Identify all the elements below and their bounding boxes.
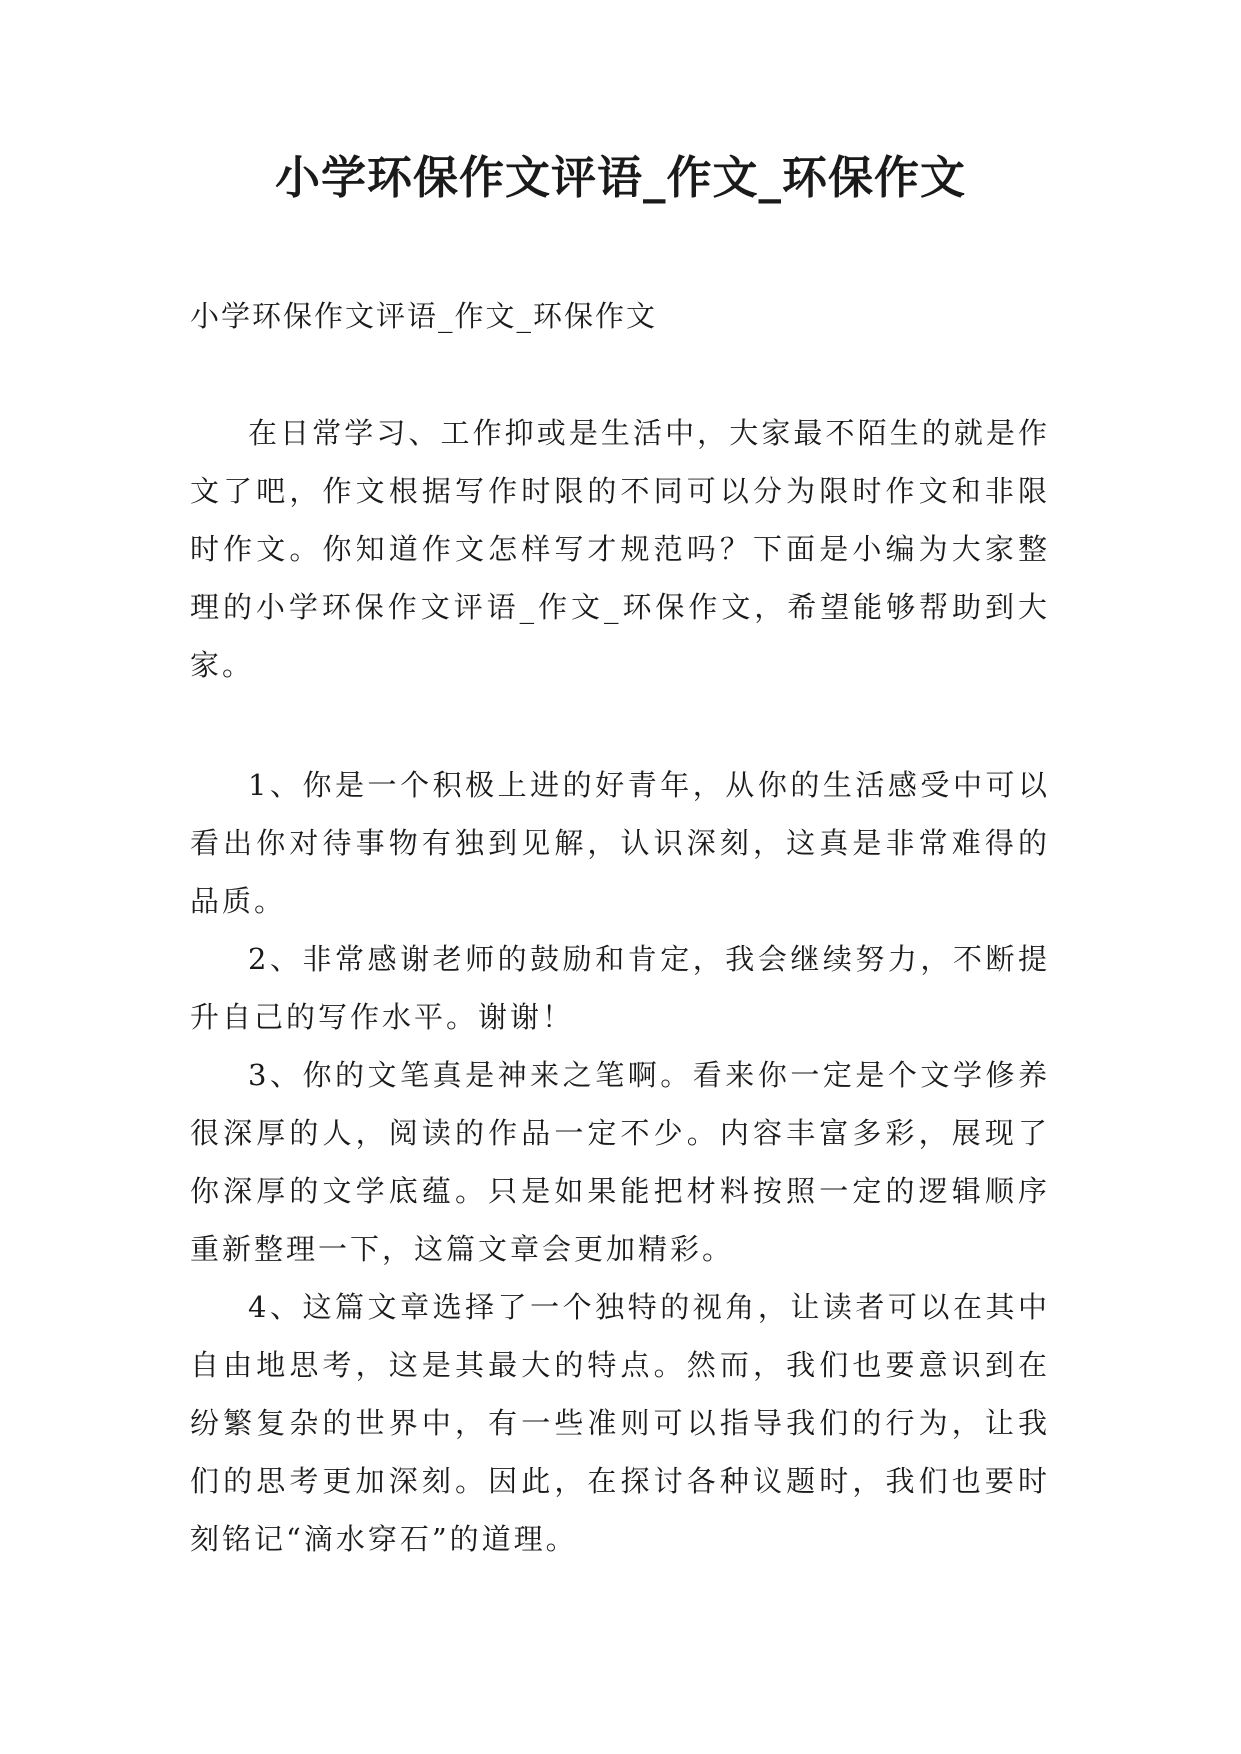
document-title: 小学环保作文评语_作文_环保作文 (274, 151, 966, 204)
comment-paragraph-3: 3、你的文笔真是神来之笔啊。看来你一定是个文学修养很深厚的人，阅读的作品一定不少。内容丰富多彩，展现了你深厚的文学底蕴。只是如果能把材料按照一定的逻辑顺序重新整理一下，这篇文章会更加精彩。 (190, 1058, 1050, 1266)
comment-paragraph-4: 4、这篇文章选择了一个独特的视角，让读者可以在其中自由地思考，这是其最大的特点。然而，我们也要意识到在纷繁复杂的世界中，有一些准则可以指导我们的行为，让我们的思考更加深刻。因此，在探讨各种议题时，我们也要时刻铭记“滴水穿石”的道理。 (190, 1290, 1050, 1556)
document-subtitle: 小学环保作文评语_作文_环保作文 (190, 299, 658, 333)
intro-paragraph: 在日常学习、工作抑或是生活中，大家最不陌生的就是作文了吧，作文根据写作时限的不同可以分为限时作文和非限时作文。你知道作文怎样写才规范吗？下面是小编为大家整理的小学环保作文评语_作文_环保作文，希望能够帮助到大家。 (190, 416, 1050, 682)
comment-paragraph-1: 1、你是一个积极上进的好青年，从你的生活感受中可以看出你对待事物有独到见解，认识深刻，这真是非常难得的品质。 (190, 768, 1050, 918)
comment-paragraph-2: 2、非常感谢老师的鼓励和肯定，我会继续努力，不断提升自己的写作水平。谢谢！ (190, 942, 1050, 1034)
intro-section (190, 404, 1050, 694)
comments-section (190, 756, 1050, 1568)
